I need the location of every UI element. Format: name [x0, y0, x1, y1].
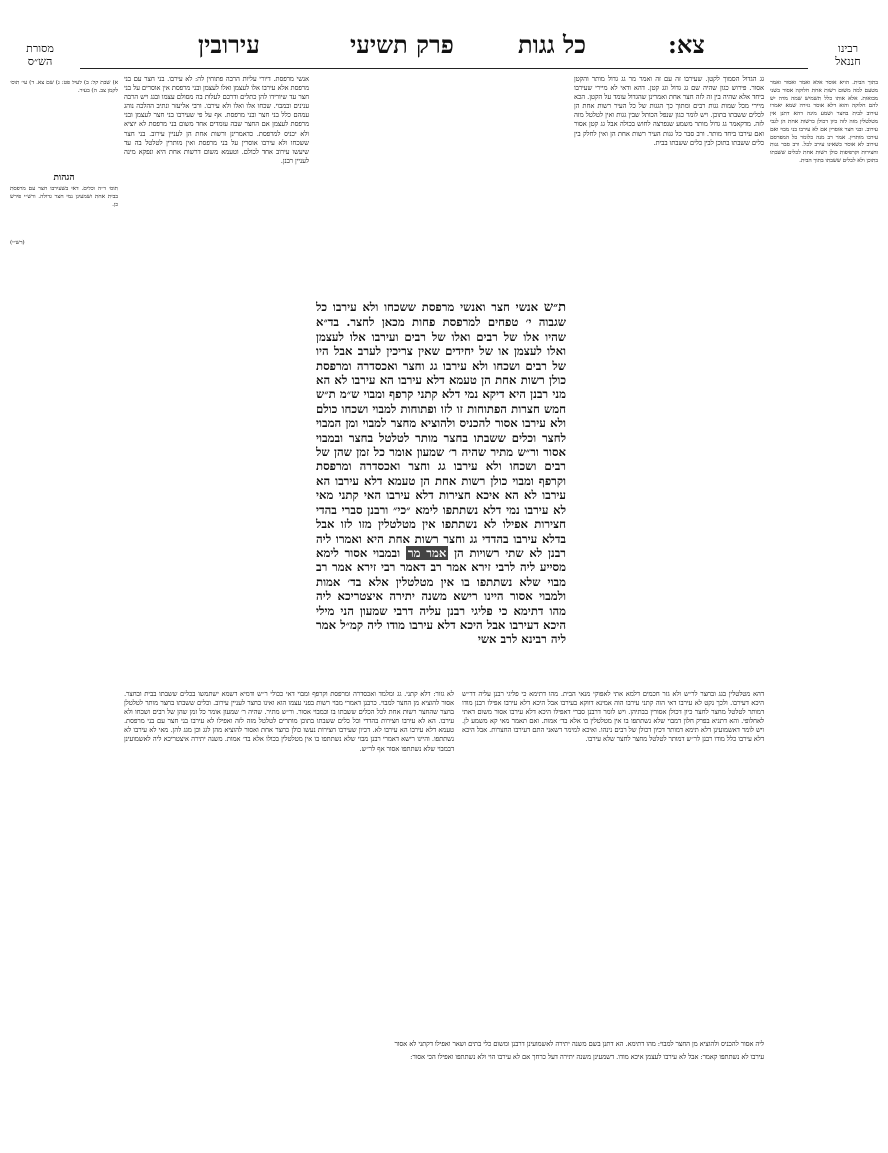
rashi-top-block — [316, 75, 566, 290]
masoret-hashas-text: א) שבת קל: ב) לעיל פט: ג) שם צא. ד) עי׳ תוס׳ לקמן צב. ה) בעיר. — [10, 80, 118, 94]
gemara-highlight: אמר מר — [407, 545, 447, 560]
rashi-column: אנשי מרפסת. דיורי עליות הרבה פתוחין לה: לא עירבו. בני חצר עם בני מרפסת אלא עירבו אלו לעצמן ואלו לעצמן ובני מרפסת אין אוסרים על בני חצר עד שיורידו להן כתלים ודרכם לעלות בה מסולם עצמו ובגג ויש הרבה ענינים ובמבוי. שכחו אלו ואלו ולא עירבו. ורבי אליעזר ונתיב ההלכה נוהג עמהם כלל בני חצר ובני מרפסת. אף על פי שעירבו בני חצר לעצמן ובני מרפסת לעצמן אם החצר שבה עומדים אחד משום בני מרפסת לא יוציא ולא יכניס למרפסת. כדאמרינן ורשות אחת הן לעניין עירוב. בני חצר ששכחו ולא עירבו אוסרין על בני מרפסת ואין מותרין לטלטל בה עד שיעשו עירוב אחד לכולם. וטעמא משום דרשות אחת היא ונפקא מינה לעניין רבנן. — [124, 75, 309, 165]
rabbeinu-chananel-text: בתוך הבית. הויא אוסר אלא ואמר ואסור ואמר מטעם למה משום רשות אחת חלוקה אסור בשני מבואות. אלא אותו כלל תשמיש שמה מדה יש להם חלוקה והוא דלא אוסר גזירה שמא יאמרו עירוב לבית בחצר ושמע מינה דהא דתנן אין מטלטלין מזה לזה כיון דכולן כרשות אחת הן לגבי עירוב. ובני חצר אוסרין אם לא עירבו בני מבוי ואם עירבו מותרין. אמר רב מנה כלומר כל המפרסם עירוב לא אוסר כשאינו עירב לכל. ורב סבר גגות וחצירות וקרפיפות כולן רשות אחת לכלים ששבתו בתוכן ולא לכלים ששבתו בתוך הבית. — [770, 80, 878, 164]
bottom-line-2: עירבו לא נשתתפו קאמר: אבל לא עירבו לעצמן איכא מודו. דשמעינן משנה יתירה דעל כרחך אם לא עירבו הוי ולא נשתתפו ואפילו הכי אסור: — [410, 1053, 764, 1061]
masoret-hashas-label: מסורת הש״ס — [26, 42, 54, 68]
rashi-bottom-column: לא גזור: דלא קתני. גג ומלמד ואכסדרה ומרפסת וקרפף ומבוי דאי ככולי ר״ש ודמיא דשמא ישתמשו בכלים ששבתו בבית ובחצר. אסור להוציא מן החצר למבוי. כרבנן דאמרי מבוי רשות בפני עצמו הוא ואינו כחצר לעניין עירוב. וכלים ששבתו בחצר מותר לטלטלן בחצר שהחצר רשות אחת לכל הכלים ששבתו בו ובמבוי אסור. ור״ש מתיר. שהיה ר׳ שמעון אומר כל זמן שהן של רבים ושכחו ולא עירבו. הא לא עירבו חצירות בהדדי וכל כלים ששבתו בתוכן מותרים לטלטל מזה לזה ואפילו לא עירבו בני חצר עם בני מרפסת. טעמא דלא עירבו הא עירבו לא. דכיון שעירבו חצירות נעשו כולן כחצר אחת ואסור להוציא מהן לגג וכן מגג להן. מאי לא עירבו לא נשתתפו. והיינו רישא דאמרי רבנן מבוי שלא נשתתפו בו אין מטלטלין בכולו אלא בד׳ אמות. משנה יתירה איצטריכא ליה לאשמועינן דבמבוי שלא נשתתפו אסור אף לר״ש. — [124, 690, 454, 753]
perek-label: פרק תשיעי — [350, 30, 454, 59]
gemara-text — [316, 300, 566, 690]
tosafot-column: גג הגדול הסמוך לקטן. שעירבו זה עם זה ואמר מר גג גדול מותר והקטן אסור. פירוש כגון שהיה שם גג גדול וגג קטן. דהא ודאי לא מיירי שעירבו ביחד אלא שהיה בין זה לזה חצר אחת ואמרינן שהגדול עומד על הקטן. הכא מיירי מכל שמות גגות רבים ומתוך כך הגגות של כל העיר רשות אחת הן לכלים ששבתו בתוכן. ויש לומר כגון שנפל הכותל שבין גגות ואין לטלטל מזה לזה. מדקאמר גג גדול מותר משמע שנפרצה לחוש בכולה אבל גג קטן אסור ואם עירבו ביחד מותר. ורב סבר כל גגות העיר רשות אחת הן ואין לחלק בין כלים ששבתו בתוכן לבין כלים ששבתו בבית. — [574, 75, 764, 147]
bottom-line-1: ליה אסור להכניס ולהוציא מן החצר למבוי: מהו דתימא. הא דתנן בשם משנה יתירה לאשמועינן דרבנן ומשום כלי בתים ושאר ואפילו דקתני לא אסור — [394, 1040, 764, 1048]
gemara-body-after: ובמבוי אסור לימא מסייע ליה לרבי זירא אמר רב דאמר רבי זירא אמר רב מבוי שלא נשתתפו בו אין מטלטלין אלא בד׳ אמות ולמבוי אסור היינו רישא משנה יתירה איצטריכא ליה מהו דתימא כי פליגי רבנן עליה דרבי שמעון הני מילי היכא דעירבו אבל היכא דלא עירבו מודו ליה קמ״ל אמר ליה רבינא לרב אשי — [316, 545, 566, 647]
rashi-note: (רש״י) — [10, 240, 25, 246]
tosafot-bottom-column: דהא מטלטלין בגג ובחצר לר״ש ולא גזר חכמים דלמא אתי לאפוקי מנאי הבית. מהו דתימא כי פליגי רבנן עליה דר״ש היכא דעירבו. ולכך נקט לא עירבו דאי הוה קתני עירבו הוה אמינא דווקא בעירבו אבל היכא דלא עירבו אפילו רבנן מודו דמותר לטלטל מחצר לחצר כיון דכולן אסורין בבתיהן. ויש לומר דרבנן סברי דאפילו היכא דלא עירבו אסור משום דאתי לאחלופי. והא דתניא בפרק חלון דמבוי שלא נשתתפו בו אין מטלטלין בו אלא בד׳ אמות. ואם תאמר מאי קא משמע לן. ויש לומר דאשמועינן דלא תימא דמותר דכיון דכולן של רבים נינהו. ואיכא למימר דשאני התם דעירבו החצרות. אבל היכא דלא עירבו כלל מודו רבנן לר״ש דמותר לטלטל מחצר לחצר שלא עירבו. — [462, 690, 764, 744]
header-rule — [80, 68, 808, 69]
rabbeinu-chananel-label: רבינו חננאל — [835, 42, 861, 68]
hagahot-title: הגהות — [53, 173, 75, 183]
hagahot-text: תוס׳ ד״ה וכלים. דאי בשעירבו חצר עם מרפסת בבית אחת ושמעינן נמי חצר גדולה. ורש״י פירש כן. — [10, 186, 118, 208]
gemara-lead-word: ת״ש — [543, 300, 566, 315]
chapter-name: כל גגות — [518, 30, 586, 59]
page-number: צא: — [668, 30, 705, 59]
tractate-name: עירובין — [198, 30, 260, 59]
gemara-body-before: אנשי חצר ואנשי מרפסת ששכחו ולא עירבו כל שגבוה י׳ טפחים למרפסת פחות מכאן לחצר. בד״א שהיו אלו של רבים ואלו של רבים ועירבו אלו לעצמן ואלו לעצמן או של יחידים שאין צריכין לערב אבל היו של רבים ושכחו ולא עירבו גג וחצר ואכסדרה ומרפסת כולן רשות אחת הן טעמא דלא עירבו הא עירבו לא הא מני רבנן היא דיקא נמי דלא קתני קרפף ומבוי ש״מ ת״ש חמש חצרות הפתוחות זו לזו ופתוחות למבוי ושכחו כולם ולא עירבו אסור להכניס ולהוציא מחצר למבוי ומן המבוי לחצר וכלים ששבתו בחצר מותר לטלטל בחצר ובמבוי אסור ור״ש מתיר שהיה ר׳ שמעון אומר כל זמן שהן של רבים ושכחו ולא עירבו גג וחצר ואכסדרה ומרפסת וקרפף ומבוי כולן רשות אחת הן טעמא דלא עירבו הא עירבו לא הא איכא חצירות דלא עירבו האי קתני מאי לא עירבו נמי דלא נשתתפו לימא ״כי״ ורבנן סברי בהדי חצירות אפילו לא נשתתפו אין מטלטלין מזו לזו אבל בדלא עירבו בהדדי גג וחצר רשות אחת היא ואמרו ליה רבנן לא שתי רשויות הן — [316, 300, 566, 560]
